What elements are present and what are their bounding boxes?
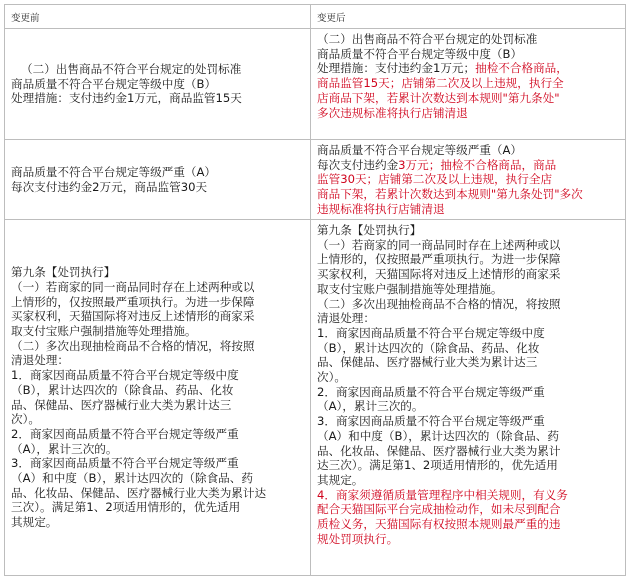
- text-line: 品、保健品、医疗器械行业大类为累计达三: [11, 397, 232, 412]
- text-span: 品、保健品、医疗器械行业大类为累计达三: [317, 355, 538, 370]
- row2-before-cell: [5, 140, 311, 220]
- text-line: 清退处理：: [11, 353, 69, 368]
- text-span: 第九条【处罚执行】: [317, 223, 422, 237]
- changed-text: 3万元；抽检不合格商品，商品: [398, 157, 557, 172]
- text-line: （B），累计达四次的（除食品、药品、化妆: [11, 382, 234, 397]
- text-line: [317, 502, 619, 517]
- text-line: [317, 223, 619, 238]
- text-span: （二）出售商品不符合平台规定的处罚标准: [317, 32, 538, 46]
- text-line: （一）若商家的同一商品同时存在上述两种或以: [11, 279, 255, 294]
- text-line: [317, 47, 619, 62]
- text-line: [317, 282, 619, 297]
- text-span: 清退处理：: [317, 311, 375, 326]
- text-line: （A），累计三次的。: [11, 441, 118, 456]
- text-line: [317, 187, 619, 202]
- text-span: 商品质量不符合平台规定等级中度（B）: [317, 46, 523, 61]
- text-line: 三次）。满足第1、2项适用情形的，优先适用: [11, 500, 241, 515]
- text-span: 每次支付违约金: [317, 157, 399, 172]
- text-span: 3．商家因商品质量不符合平台规定等级严重: [317, 414, 545, 429]
- text-line: 买家权利，天猫国际将对违反上述情形的商家采: [11, 309, 255, 324]
- changed-text: 商品下架，若累计次数达到本规则"第九条处罚"多次: [317, 187, 583, 202]
- text-line: 2．商家因商品质量不符合平台规定等级严重: [11, 426, 239, 441]
- text-line: 品、化妆品、保健品、医疗器械行业大类为累计达: [11, 485, 267, 500]
- text-span: 买家权利，天猫国际将对违反上述情形的商家采: [317, 267, 561, 282]
- text-span: 处理措施：支付违约金1万元；: [317, 61, 476, 76]
- row1-before-cell: [5, 29, 311, 140]
- text-line: 每次支付违约金2万元，商品监管30天: [11, 179, 208, 194]
- text-span: 次）。: [317, 370, 346, 385]
- text-line: 次）。: [11, 412, 40, 427]
- text-span: 取支付宝账户强制措施等处理措施。: [317, 281, 503, 296]
- text-line: [317, 91, 619, 106]
- comparison-table: [4, 4, 626, 576]
- changed-text: 质检义务，天猫国际有权按照本规则最严重的违: [317, 517, 561, 532]
- text-line: [317, 76, 619, 91]
- text-line: [317, 532, 619, 547]
- text-span: （A），累计三次的。: [317, 399, 424, 414]
- header-after: 变更后: [311, 5, 626, 29]
- text-line: （二）出售商品不符合平台规定的处罚标准: [21, 61, 242, 76]
- row3-before-cell: [5, 220, 311, 576]
- text-line: （二）多次出现抽检商品不合格的情况，将按照: [11, 338, 255, 353]
- text-span: 上情形的，仅按照最严重项执行。为进一步保障: [317, 252, 561, 267]
- text-line: [317, 517, 619, 532]
- text-line: [317, 202, 619, 217]
- text-line: 1．商家因商品质量不符合平台规定等级中度: [11, 368, 239, 383]
- changed-text: 规处罚项执行。: [317, 531, 399, 546]
- text-line: [317, 488, 619, 503]
- row3-after-cell: [311, 220, 626, 576]
- text-line: [317, 267, 619, 282]
- table-row: [5, 29, 626, 140]
- text-span: （B），累计达四次的（除食品、药品、化妆: [317, 340, 540, 355]
- changed-text: 配合天猫国际平台完成抽检动作，如未尽到配合: [317, 502, 561, 517]
- changed-text: 店商品下架，若累计次数达到本规则"第九条处": [317, 90, 560, 105]
- changed-text: 商品监管15天；店铺第二次及以上违规，执行全: [317, 76, 564, 91]
- text-line: [317, 399, 619, 414]
- text-line: [317, 444, 619, 459]
- text-line: [317, 326, 619, 341]
- text-span: 2．商家因商品质量不符合平台规定等级严重: [317, 384, 545, 399]
- text-line: 3．商家因商品质量不符合平台规定等级严重: [11, 456, 239, 471]
- text-line: [317, 458, 619, 473]
- text-span: （一）若商家的同一商品同时存在上述两种或以: [317, 237, 561, 252]
- text-line: [317, 370, 619, 385]
- text-span: 达三次）。满足第1、2项适用情形的，优先适用: [317, 458, 558, 473]
- text-line: [317, 172, 619, 187]
- text-line: [317, 238, 619, 253]
- text-span: 1．商家因商品质量不符合平台规定等级中度: [317, 325, 545, 340]
- text-span: （A）和中度（B），累计达四次的（除食品、药: [317, 428, 559, 443]
- text-line: [317, 341, 619, 356]
- text-line: [317, 158, 619, 173]
- text-line: [317, 385, 619, 400]
- text-line: [317, 61, 619, 76]
- changed-text: 多次违规标准将执行店铺清退: [317, 105, 468, 120]
- text-line: [317, 252, 619, 267]
- changed-text: 违规标准将执行店铺清退: [317, 201, 445, 216]
- header-before: 变更前: [5, 5, 311, 29]
- text-line: [317, 355, 619, 370]
- changed-text: 4．商家须遵循质量管理程序中相关规则，有义务: [317, 487, 568, 502]
- text-line: [317, 297, 619, 312]
- text-line: [317, 143, 619, 158]
- row1-after-cell: [311, 29, 626, 140]
- text-line: （A）和中度（B），累计达四次的（除食品、药: [11, 471, 253, 486]
- text-line: 商品质量不符合平台规定等级严重（A）: [11, 164, 217, 179]
- changed-text: 监管30天；店铺第二次及以上违规，执行全店: [317, 172, 553, 187]
- row2-after-cell: [311, 140, 626, 220]
- text-line: 取支付宝账户强制措施等处理措施。: [11, 323, 197, 338]
- text-line: [317, 414, 619, 429]
- text-span: 商品质量不符合平台规定等级严重（A）: [317, 143, 523, 157]
- text-line: [317, 32, 619, 47]
- text-line: 第九条【处罚执行】: [11, 265, 116, 280]
- changed-text: 抽检不合格商品，: [475, 61, 568, 76]
- text-span: 其规定。: [317, 472, 364, 487]
- text-line: [317, 429, 619, 444]
- table-row: [5, 220, 626, 576]
- text-span: （二）多次出现抽检商品不合格的情况，将按照: [317, 296, 561, 311]
- text-line: 处理措施：支付违约金1万元，商品监管15天: [11, 91, 242, 106]
- text-line: 上情形的，仅按照最严重项执行。为进一步保障: [11, 294, 255, 309]
- text-line: [317, 106, 619, 121]
- text-line: 商品质量不符合平台规定等级中度（B）: [11, 76, 217, 91]
- table-row: [5, 140, 626, 220]
- header-row: [5, 5, 626, 29]
- text-line: [317, 311, 619, 326]
- text-line: [317, 473, 619, 488]
- text-span: 品、化妆品、保健品、医疗器械行业大类为累计: [317, 443, 561, 458]
- text-line: 其规定。: [11, 515, 58, 530]
